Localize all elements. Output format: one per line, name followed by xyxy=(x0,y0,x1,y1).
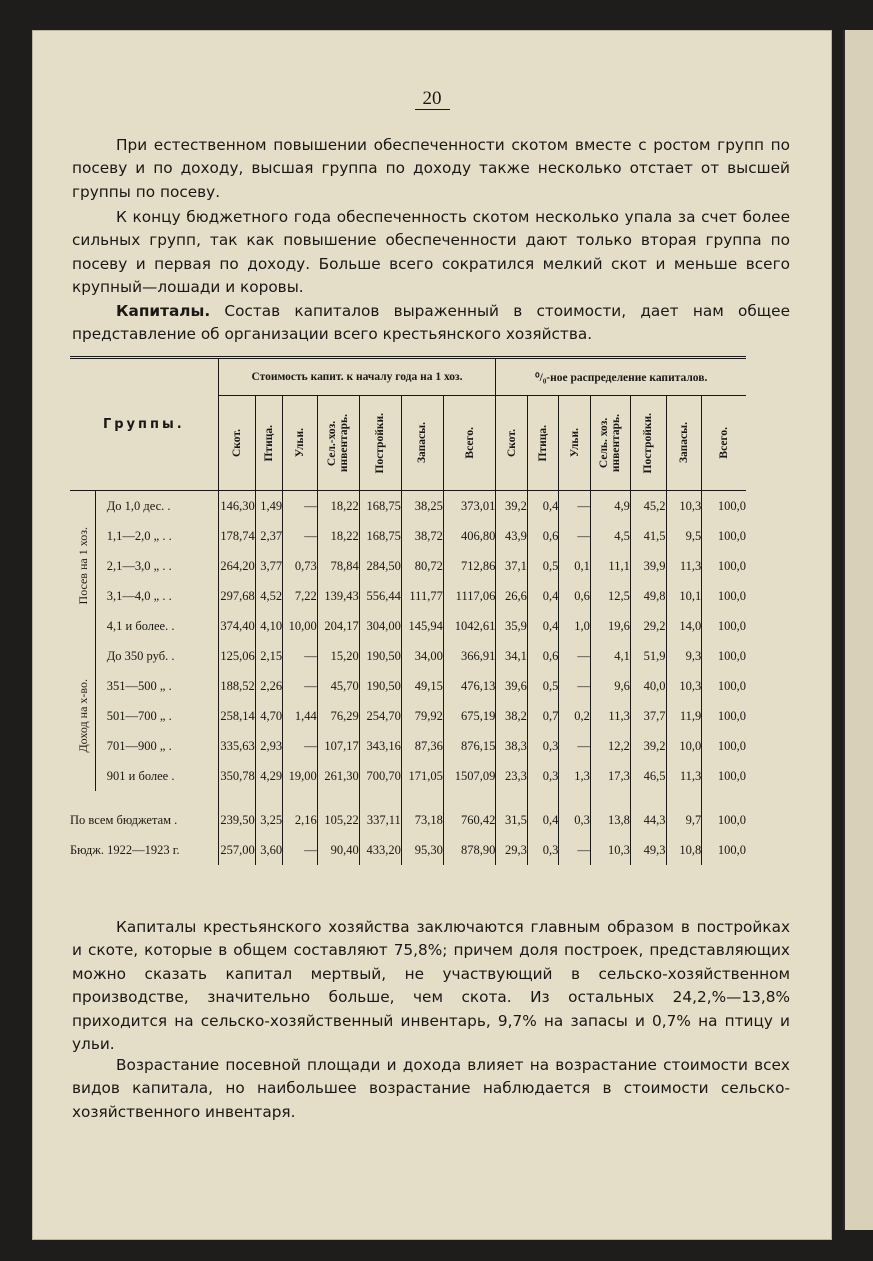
table-cell: 4,10 xyxy=(255,611,282,641)
table-cell: 4,9 xyxy=(590,491,630,522)
table-cell: 29,3 xyxy=(496,835,528,865)
table-cell: 0,73 xyxy=(283,551,318,581)
table-cell: 18,22 xyxy=(317,491,359,522)
table-cell: — xyxy=(559,521,591,551)
table-cell: — xyxy=(559,835,591,865)
table-cell: 168,75 xyxy=(359,521,401,551)
column-header xyxy=(496,396,528,491)
table-cell: 204,17 xyxy=(317,611,359,641)
table-cell: 39,2 xyxy=(630,731,666,761)
column-header xyxy=(317,396,359,491)
table-cell: 3,77 xyxy=(255,551,282,581)
table-row xyxy=(70,521,746,551)
table-cell: 168,75 xyxy=(359,491,401,522)
table-cell: 1,49 xyxy=(255,491,282,522)
table-cell: 100,0 xyxy=(717,812,746,827)
table-cell: 0,3 xyxy=(527,731,559,761)
table-cell: 43,9 xyxy=(496,521,528,551)
table-cell: 80,72 xyxy=(401,551,443,581)
table-cell: 51,9 xyxy=(630,641,666,671)
column-header xyxy=(401,396,443,491)
table-cell: 145,94 xyxy=(401,611,443,641)
table-cell: 107,17 xyxy=(317,731,359,761)
table-cell: 49,3 xyxy=(630,835,666,865)
table-cell: 38,72 xyxy=(401,521,443,551)
column-header xyxy=(283,396,318,491)
adjacent-page-edge xyxy=(843,30,873,1230)
table-cell: 111,77 xyxy=(401,581,443,611)
side-group-label: Посев на 1 хоз. xyxy=(75,527,90,605)
table-cell: 171,05 xyxy=(401,761,443,791)
capital-table xyxy=(70,356,746,865)
table-cell: 0,3 xyxy=(559,805,591,835)
table-row xyxy=(70,731,746,761)
column-header-label: Сел.-хоз. инвентарь. xyxy=(326,413,351,473)
column-header-label: Скот. xyxy=(505,428,518,458)
table-cell: 373,01 xyxy=(443,491,496,522)
table-cell: 37,7 xyxy=(630,701,666,731)
column-header-label: Запасы. xyxy=(677,422,690,464)
table-cell: 23,3 xyxy=(496,761,528,791)
table-cell: 139,43 xyxy=(317,581,359,611)
table-cell: — xyxy=(283,835,318,865)
table-cell: 178,74 xyxy=(218,521,255,551)
table-cell: 49,8 xyxy=(630,581,666,611)
table-cell: — xyxy=(559,641,591,671)
table-cell: 35,9 xyxy=(496,611,528,641)
table-cell: 257,00 xyxy=(218,835,255,865)
table-cell: 0,4 xyxy=(527,805,559,835)
table-cell: 10,00 xyxy=(283,611,318,641)
column-header xyxy=(218,396,255,491)
table-cell: 0,1 xyxy=(559,551,591,581)
table-cell: 73,18 xyxy=(401,805,443,835)
table-cell: 15,20 xyxy=(317,641,359,671)
table-cell: 100,0 xyxy=(717,498,746,513)
column-header-label: Постройки. xyxy=(374,412,387,474)
brace xyxy=(96,491,107,642)
table-row xyxy=(70,835,746,865)
table-cell: 264,20 xyxy=(218,551,255,581)
table-row xyxy=(70,611,746,641)
table-cell: 0,6 xyxy=(527,521,559,551)
table-cell: 433,20 xyxy=(359,835,401,865)
column-header-label: Скот. xyxy=(230,428,243,458)
table-cell: 100,0 xyxy=(717,738,746,753)
table-cell: 0,7 xyxy=(527,701,559,731)
table-cell: — xyxy=(283,641,318,671)
column-header xyxy=(527,396,559,491)
table-cell: 9,7 xyxy=(666,805,702,835)
row-label: 901 и более . xyxy=(107,761,218,791)
table-cell: 0,6 xyxy=(559,581,591,611)
table-cell: 337,11 xyxy=(359,805,401,835)
table-cell: 11,1 xyxy=(590,551,630,581)
table-cell: 13,8 xyxy=(590,805,630,835)
table-cell: — xyxy=(283,671,318,701)
row-label: 701—900 „ . xyxy=(107,731,218,761)
table-cell: 760,42 xyxy=(443,805,496,835)
table-cell: 95,30 xyxy=(401,835,443,865)
table-cell: 26,6 xyxy=(496,581,528,611)
table-cell: 476,13 xyxy=(443,671,496,701)
row-label: Бюдж. 1922—1923 г. xyxy=(70,835,218,865)
table-cell: — xyxy=(559,671,591,701)
capital-heading: Капиталы. xyxy=(116,302,211,320)
table-cell: 4,5 xyxy=(590,521,630,551)
table-cell: 40,0 xyxy=(630,671,666,701)
table-row xyxy=(70,805,746,835)
table-cell: 146,30 xyxy=(218,491,255,522)
table-cell: 2,37 xyxy=(255,521,282,551)
table-cell: 304,00 xyxy=(359,611,401,641)
table-cell: 45,2 xyxy=(630,491,666,522)
paragraph-4: Возрастание посевной площади и дохода влияет на возрастание стоимости всех видов капитала, но наибольшее возрастание наблюдается в стоимости сельско-хозяйственного инвентаря. xyxy=(72,1056,790,1121)
column-header-label: Запасы. xyxy=(416,422,429,464)
column-header-label: Птица. xyxy=(262,424,275,462)
table-cell: 878,90 xyxy=(443,835,496,865)
table-cell: 9,6 xyxy=(590,671,630,701)
table-cell: 76,29 xyxy=(317,701,359,731)
spacer-row xyxy=(70,791,746,805)
table-cell: 11,3 xyxy=(666,761,702,791)
table-cell: 4,29 xyxy=(255,761,282,791)
table-cell: 100,0 xyxy=(717,768,746,783)
table-cell: 100,0 xyxy=(717,618,746,633)
table-cell: 46,5 xyxy=(630,761,666,791)
column-header-label: Ульи. xyxy=(568,428,581,458)
column-header xyxy=(590,396,630,491)
table-cell: 90,40 xyxy=(317,835,359,865)
table-cell: 366,91 xyxy=(443,641,496,671)
table-cell: 0,4 xyxy=(527,611,559,641)
table-cell: 406,80 xyxy=(443,521,496,551)
column-header-label: Ульи. xyxy=(293,428,306,458)
table-cell: 0,5 xyxy=(527,551,559,581)
table-cell: 19,6 xyxy=(590,611,630,641)
table-cell: 87,36 xyxy=(401,731,443,761)
row-label: 3,1—4,0 „ . . xyxy=(107,581,218,611)
paragraph-1: При естественном повышении обеспеченности скотом вместе с ростом групп по посеву и по доходу, высшая группа по доходу также несколько отстает от высшей группы по посеву. xyxy=(72,136,790,201)
table-cell: 556,44 xyxy=(359,581,401,611)
table-cell: — xyxy=(559,491,591,522)
table-cell: 9,3 xyxy=(666,641,702,671)
table-cell: 34,1 xyxy=(496,641,528,671)
table-cell: 0,6 xyxy=(527,641,559,671)
table-cell: 297,68 xyxy=(218,581,255,611)
table-cell: 78,84 xyxy=(317,551,359,581)
document-page xyxy=(32,30,832,1240)
table-cell: 4,70 xyxy=(255,701,282,731)
table-cell: 0,3 xyxy=(527,835,559,865)
table-cell: 49,15 xyxy=(401,671,443,701)
table-cell: 18,22 xyxy=(317,521,359,551)
table-cell: 11,3 xyxy=(666,551,702,581)
table-cell: 1117,06 xyxy=(443,581,496,611)
column-header xyxy=(666,396,702,491)
row-label: 501—700 „ . xyxy=(107,701,218,731)
table-cell: 7,22 xyxy=(283,581,318,611)
table-cell: 4,52 xyxy=(255,581,282,611)
table-cell: 675,19 xyxy=(443,701,496,731)
table-cell: 1,44 xyxy=(283,701,318,731)
row-label: 351—500 „ . xyxy=(107,671,218,701)
table-cell: 335,63 xyxy=(218,731,255,761)
table-cell: 10,1 xyxy=(666,581,702,611)
table-row xyxy=(70,581,746,611)
table-cell: 0,5 xyxy=(527,671,559,701)
table-cell: 125,06 xyxy=(218,641,255,671)
brace xyxy=(96,641,107,791)
table-cell: 876,15 xyxy=(443,731,496,761)
table-cell: 2,26 xyxy=(255,671,282,701)
side-group-label-cell xyxy=(70,491,96,642)
table-cell: 2,93 xyxy=(255,731,282,761)
column-header-label: Сель. хоз. инвентарь. xyxy=(598,413,623,473)
column-header-label: Постройки. xyxy=(642,412,655,474)
row-label: До 1,0 дес. . xyxy=(107,491,218,522)
column-header-label: Всего. xyxy=(718,427,731,459)
table-cell: 12,5 xyxy=(590,581,630,611)
table-cell: 261,30 xyxy=(317,761,359,791)
table-row xyxy=(70,671,746,701)
table-cell: 0,2 xyxy=(559,701,591,731)
table-cell: 100,0 xyxy=(717,558,746,573)
table-row xyxy=(70,701,746,731)
table-cell: 29,2 xyxy=(630,611,666,641)
table-cell: 100,0 xyxy=(717,588,746,603)
table-cell: 1507,09 xyxy=(443,761,496,791)
table-cell: 0,4 xyxy=(527,581,559,611)
table-cell: — xyxy=(283,521,318,551)
table-cell: 2,15 xyxy=(255,641,282,671)
capital-intro: Состав капиталов выраженный в стоимости, дает нам общее представление об организации всего крестьянского хозяйства. xyxy=(72,302,790,344)
row-label: 2,1—3,0 „ . . xyxy=(107,551,218,581)
table-cell: 0,4 xyxy=(527,491,559,522)
table-cell: 190,50 xyxy=(359,671,401,701)
table-cell: 374,40 xyxy=(218,611,255,641)
column-header xyxy=(443,396,496,491)
table-cell: 100,0 xyxy=(717,708,746,723)
table-cell: 38,3 xyxy=(496,731,528,761)
table-cell: 3,25 xyxy=(255,805,282,835)
table-cell: 17,3 xyxy=(590,761,630,791)
table-cell: 34,00 xyxy=(401,641,443,671)
table-cell: 284,50 xyxy=(359,551,401,581)
table-cell: 1042,61 xyxy=(443,611,496,641)
table-cell: 10,3 xyxy=(590,835,630,865)
table-cell: 239,50 xyxy=(218,805,255,835)
side-group-label-cell xyxy=(70,641,96,791)
table-cell: 100,0 xyxy=(717,678,746,693)
table-cell: 712,86 xyxy=(443,551,496,581)
column-header xyxy=(702,396,746,491)
table-cell: 45,70 xyxy=(317,671,359,701)
table-cell: 38,2 xyxy=(496,701,528,731)
percent-header: ⁰/₀-ное распределение капиталов. xyxy=(496,358,746,396)
table-cell: 100,0 xyxy=(717,528,746,543)
table-cell: 1,0 xyxy=(559,611,591,641)
table-cell: 31,5 xyxy=(496,805,528,835)
column-header xyxy=(255,396,282,491)
table-cell: — xyxy=(559,731,591,761)
capital-paragraph xyxy=(72,300,790,347)
table-cell: 39,2 xyxy=(496,491,528,522)
table-cell: 188,52 xyxy=(218,671,255,701)
row-label: 1,1—2,0 „ . . xyxy=(107,521,218,551)
table-row xyxy=(70,761,746,791)
table-cell: 254,70 xyxy=(359,701,401,731)
table-row xyxy=(70,641,746,671)
side-group-label: Доход на х-во. xyxy=(75,679,90,753)
table-cell: 41,5 xyxy=(630,521,666,551)
table-cell: — xyxy=(283,491,318,522)
table-cell: 37,1 xyxy=(496,551,528,581)
table-cell: 2,16 xyxy=(283,805,318,835)
table-cell: 9,5 xyxy=(666,521,702,551)
paragraph-3: Капиталы крестьянского хозяйства заключаются главным образом в постройках и скоте, которые в общем составляют 75,8%; причем доля построек, представляющих можно сказать капитал мертвый, не участвующий в сельско-хозяйственном производстве, значительно больше, чем скота. Из остальных 24,2,%—13,8% приходится на сельско-хозяйственный инвентарь, 9,7% на запасы и 0,7% на птицу и ульи. xyxy=(72,918,790,1054)
table-cell: 10,0 xyxy=(666,731,702,761)
table-cell: 44,3 xyxy=(630,805,666,835)
table-cell: 100,0 xyxy=(717,842,746,857)
table-cell: 39,9 xyxy=(630,551,666,581)
table-cell: 10,3 xyxy=(666,671,702,701)
table-cell: — xyxy=(283,731,318,761)
paragraph-2: К концу бюджетного года обеспеченность скотом несколько упала за счет более сильных групп, так как повышение обеспеченности дают только вторая группа по посеву и первая по доходу. Больше всего сократился мелкий скот и меньше всего крупный—лошади и коровы. xyxy=(72,208,790,297)
table-cell: 19,00 xyxy=(283,761,318,791)
table-cell: 700,70 xyxy=(359,761,401,791)
row-label: До 350 руб. . xyxy=(107,641,218,671)
table-cell: 11,3 xyxy=(590,701,630,731)
page-number: 20 xyxy=(32,88,832,110)
row-label: 4,1 и более. . xyxy=(107,611,218,641)
table-cell: 79,92 xyxy=(401,701,443,731)
cost-header: Стоимость капит. к началу года на 1 хоз. xyxy=(218,358,496,396)
column-header xyxy=(559,396,591,491)
table-cell: 350,78 xyxy=(218,761,255,791)
row-label: По всем бюджетам . xyxy=(70,805,218,835)
column-header-label: Птица. xyxy=(537,424,550,462)
column-header xyxy=(359,396,401,491)
table-cell: 4,1 xyxy=(590,641,630,671)
groups-header: Группы. xyxy=(70,358,218,491)
column-header xyxy=(630,396,666,491)
table-cell: 3,60 xyxy=(255,835,282,865)
table-cell: 0,3 xyxy=(527,761,559,791)
table-cell: 343,16 xyxy=(359,731,401,761)
table-cell: 12,2 xyxy=(590,731,630,761)
table-cell: 10,8 xyxy=(666,835,702,865)
table-cell: 14,0 xyxy=(666,611,702,641)
table-cell: 38,25 xyxy=(401,491,443,522)
table-cell: 258,14 xyxy=(218,701,255,731)
table-row xyxy=(70,491,746,522)
table-row xyxy=(70,551,746,581)
table-cell: 1,3 xyxy=(559,761,591,791)
table-cell: 190,50 xyxy=(359,641,401,671)
table-cell: 10,3 xyxy=(666,491,702,522)
column-header-label: Всего. xyxy=(463,427,476,459)
table-cell: 100,0 xyxy=(717,648,746,663)
table-cell: 39,6 xyxy=(496,671,528,701)
table-cell: 11,9 xyxy=(666,701,702,731)
table-cell: 105,22 xyxy=(317,805,359,835)
